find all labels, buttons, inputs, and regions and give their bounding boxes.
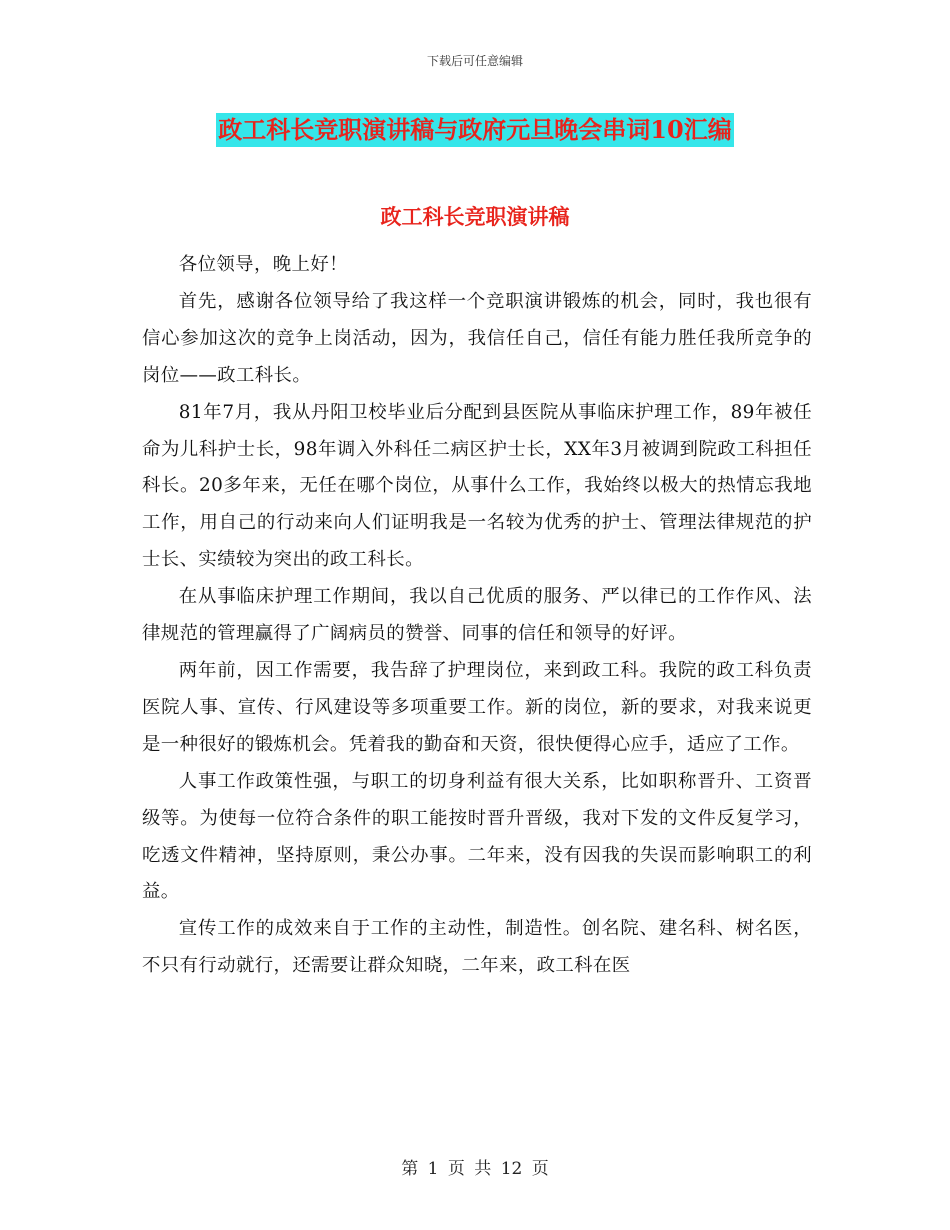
paragraph: 在从事临床护理工作期间，我以自己优质的服务、严以律已的工作作风、法律规范的管理赢得了广阔病员的赞誉、同事的信任和领导的好评。 <box>142 586 812 645</box>
paragraph: 两年前，因工作需要，我告辞了护理岗位，来到政工科。我院的政工科负责医院人事、宣传、行风建设等多项重要工作。新的岗位，新的要求，对我来说更是一种很好的锻炼机会。凭着我的勤奋和天资，很快便得心应手，适应了工作。 <box>142 659 812 755</box>
section-title: 政工科长竞职演讲稿 <box>380 204 570 229</box>
page-footer-page-number: 第 1 页 共 12 页 <box>401 1159 549 1179</box>
paragraph: 人事工作政策性强，与职工的切身利益有很大关系，比如职称晋升、工资晋级等。为使每一位符合条件的职工能按时晋升晋级，我对下发的文件反复学习，吃透文件精神，坚持原则，秉公办事。二年来，没有因我的失误而影响职工的利益。 <box>142 770 812 903</box>
paragraph: 81年7月，我从丹阳卫校毕业后分配到县医院从事临床护理工作，89年被任命为儿科护士长，98年调入外科任二病区护士长，XX年3月被调到院政工科担任科长。20多年来，无任在哪个岗位，从事什么工作，我始终以极大的热情忘我地工作，用自己的行动来向人们证明我是一名较为优秀的护士、管理法律规范的护士长、实绩较为突出的政工科长。 <box>142 401 812 571</box>
page-header-note: 下载后可任意编辑 <box>426 54 523 68</box>
document-title: 政工科长竞职演讲稿与政府元旦晚会串词10汇编 <box>216 113 733 147</box>
paragraph-greeting: 各位领导，晚上好！ <box>178 254 348 275</box>
paragraph: 首先，感谢各位领导给了我这样一个竞职演讲锻炼的机会，同时，我也很有信心参加这次的竞争上岗活动，因为，我信任自己，信任有能力胜任我所竞争的岗位——政工科长。 <box>142 290 812 386</box>
document-body <box>142 247 812 985</box>
document-title-container <box>0 113 950 147</box>
paragraph: 宣传工作的成效来自于工作的主动性，制造性。创名院、建名科、树名医，不只有行动就行，还需要让群众知晓，二年来，政工科在医 <box>142 918 812 977</box>
